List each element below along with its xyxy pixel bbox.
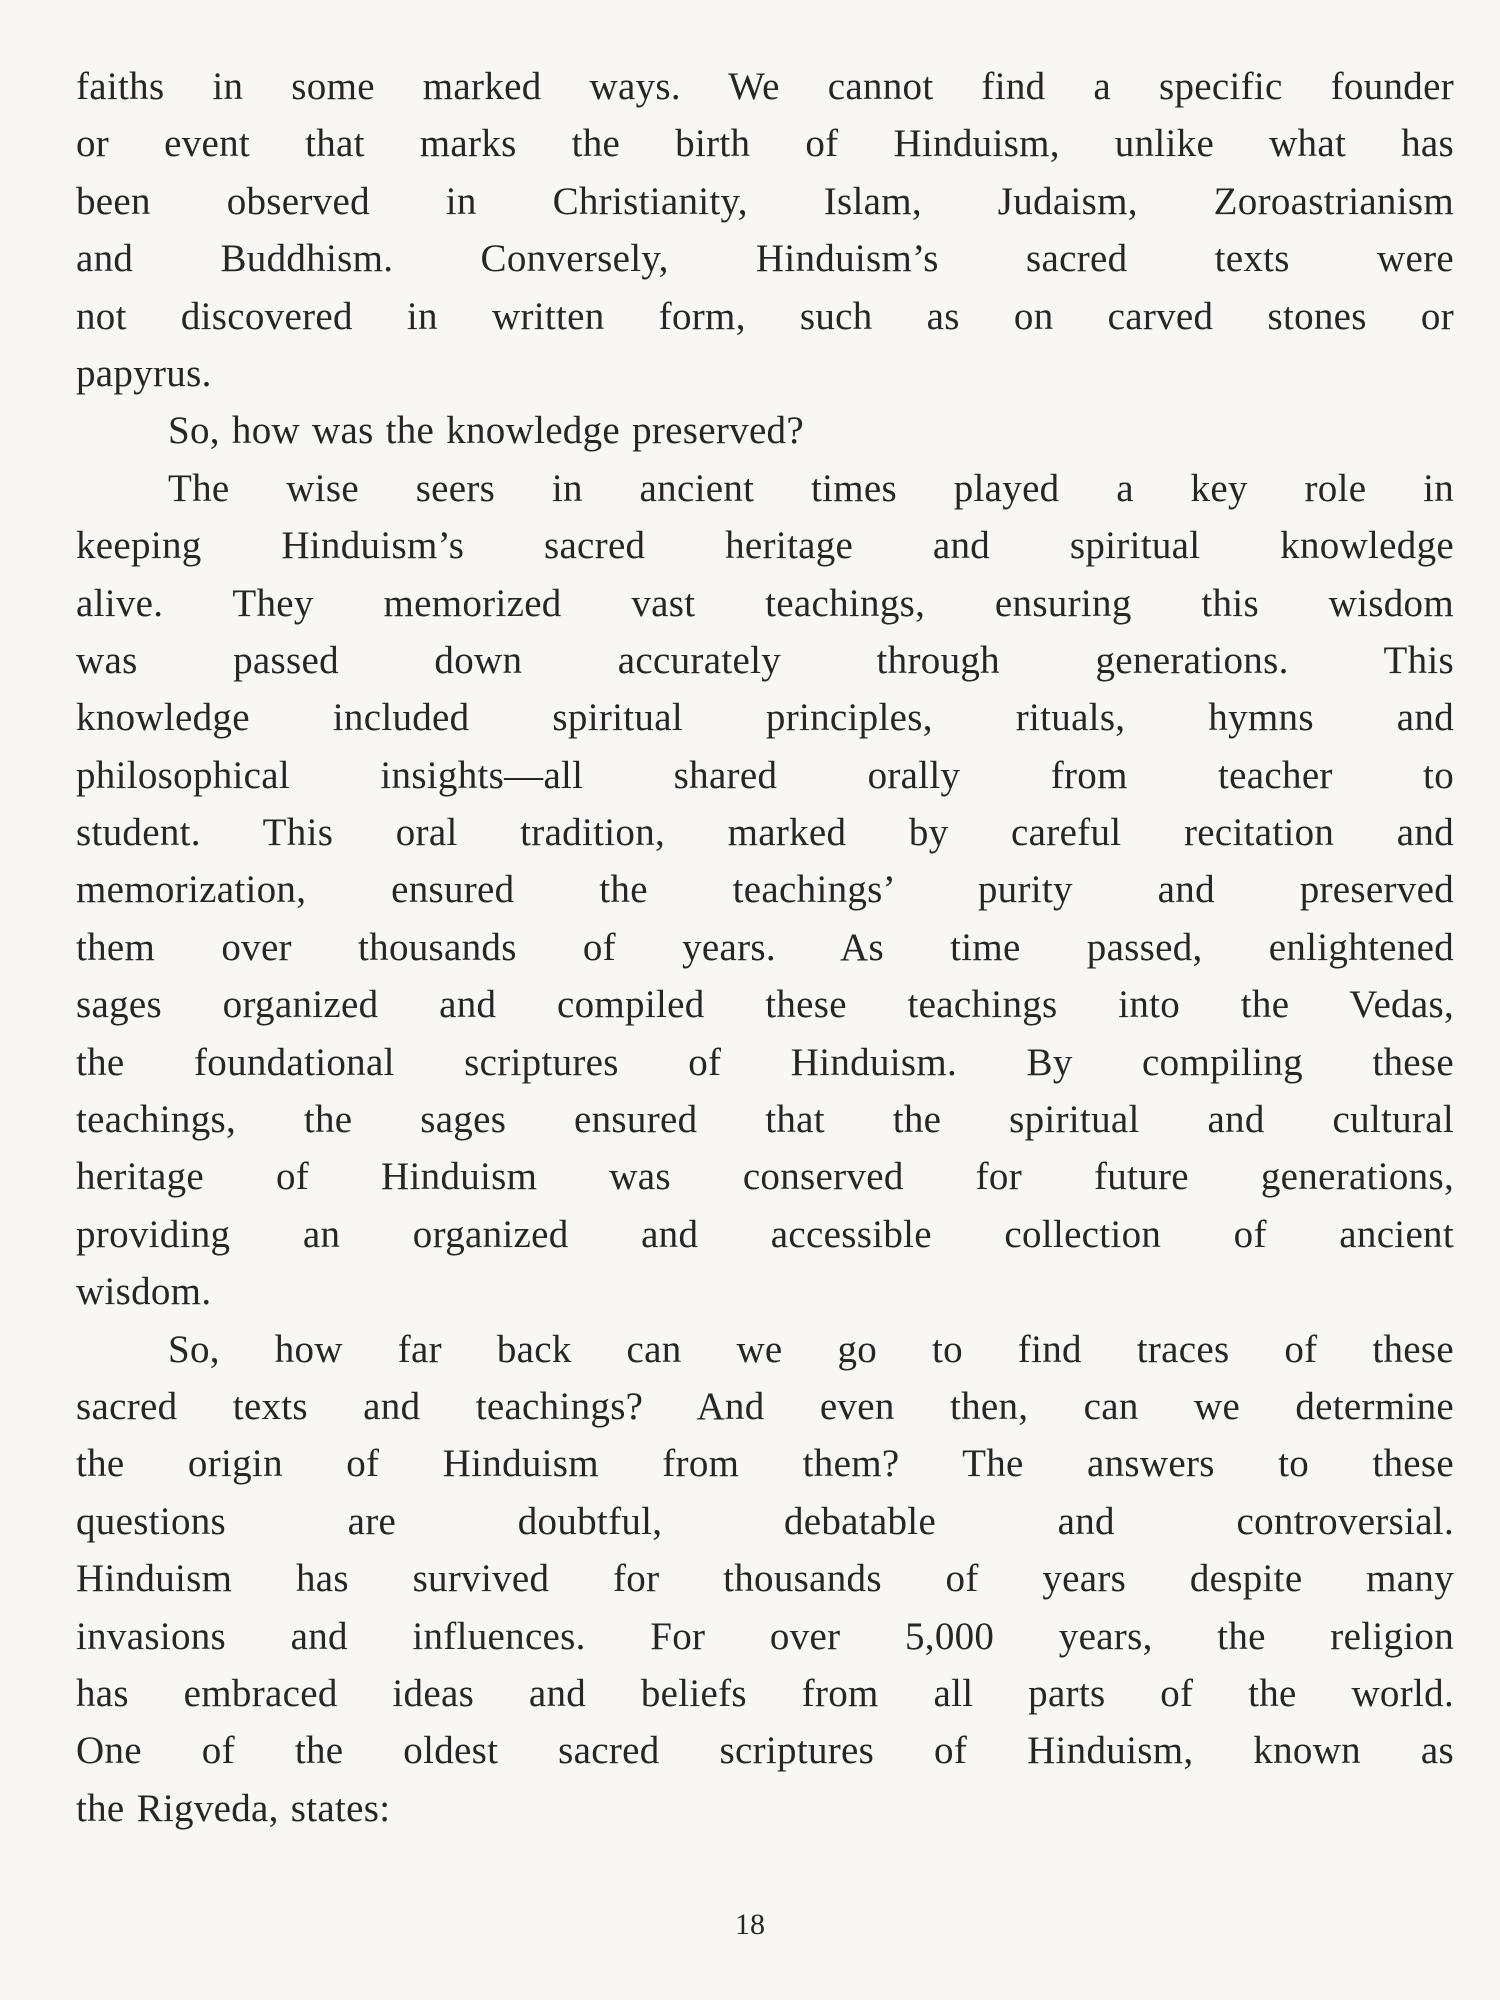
text-line: So, how was the knowledge preserved? [168, 409, 804, 453]
text-line: was passed down accurately through generations. This [76, 638, 1454, 682]
text-line: or event that marks the birth of Hinduism, unlike what has [76, 122, 1454, 166]
text-line: One of the oldest sacred scriptures of Hinduism, known as [76, 1729, 1454, 1773]
text-line: questions are doubtful, debatable and controversial. [76, 1499, 1454, 1543]
text-line: philosophical insights—all shared orally from teacher to [76, 753, 1454, 797]
text-line: alive. They memorized vast teachings, ensuring this wisdom [76, 581, 1454, 625]
text-line: Hinduism has survived for thousands of years despite many [76, 1557, 1454, 1601]
text-line: teachings, the sages ensured that the spiritual and cultural [76, 1098, 1454, 1142]
text-line: the foundational scriptures of Hinduism. By compiling these [76, 1040, 1454, 1084]
paragraph [76, 58, 1454, 402]
text-line: heritage of Hinduism was conserved for future generations, [76, 1155, 1454, 1199]
text-line: faiths in some marked ways. We cannot find a specific founder [76, 65, 1454, 108]
text-line: So, how far back can we go to find traces of these [168, 1327, 1454, 1371]
text-line: sacred texts and teachings? And even then, can we determine [76, 1384, 1454, 1428]
text-line: providing an organized and accessible collection of ancient [76, 1212, 1454, 1256]
text-line: has embraced ideas and beliefs from all parts of the world. [76, 1671, 1454, 1715]
text-line: not discovered in written form, such as on carved stones or [76, 294, 1454, 338]
paragraph [76, 402, 1454, 459]
text-line: keeping Hinduism’s sacred heritage and spiritual knowledge [76, 524, 1454, 568]
text-line: wisdom. [76, 1270, 212, 1314]
text-line: the Rigveda, states: [76, 1786, 391, 1830]
text-line: knowledge included spiritual principles, rituals, hymns and [76, 696, 1454, 740]
body-text [76, 58, 1454, 1837]
text-line: the origin of Hinduism from them? The answers to these [76, 1442, 1454, 1486]
text-line: student. This oral tradition, marked by careful recitation and [76, 811, 1454, 855]
text-line: and Buddhism. Conversely, Hinduism’s sacred texts were [76, 237, 1454, 281]
paragraph [76, 1321, 1454, 1838]
text-line: been observed in Christianity, Islam, Judaism, Zoroastrianism [76, 179, 1454, 223]
text-line: invasions and influences. For over 5,000 years, the religion [76, 1614, 1454, 1658]
text-line: The wise seers in ancient times played a key role in [168, 466, 1454, 510]
paragraph [76, 460, 1454, 1321]
text-line: papyrus. [76, 351, 212, 395]
text-line: sages organized and compiled these teachings into the Vedas, [76, 983, 1454, 1027]
page-number: 18 [735, 1908, 765, 1941]
text-line: them over thousands of years. As time passed, enlightened [76, 925, 1454, 969]
text-line: memorization, ensured the teachings’ purity and preserved [76, 868, 1454, 912]
